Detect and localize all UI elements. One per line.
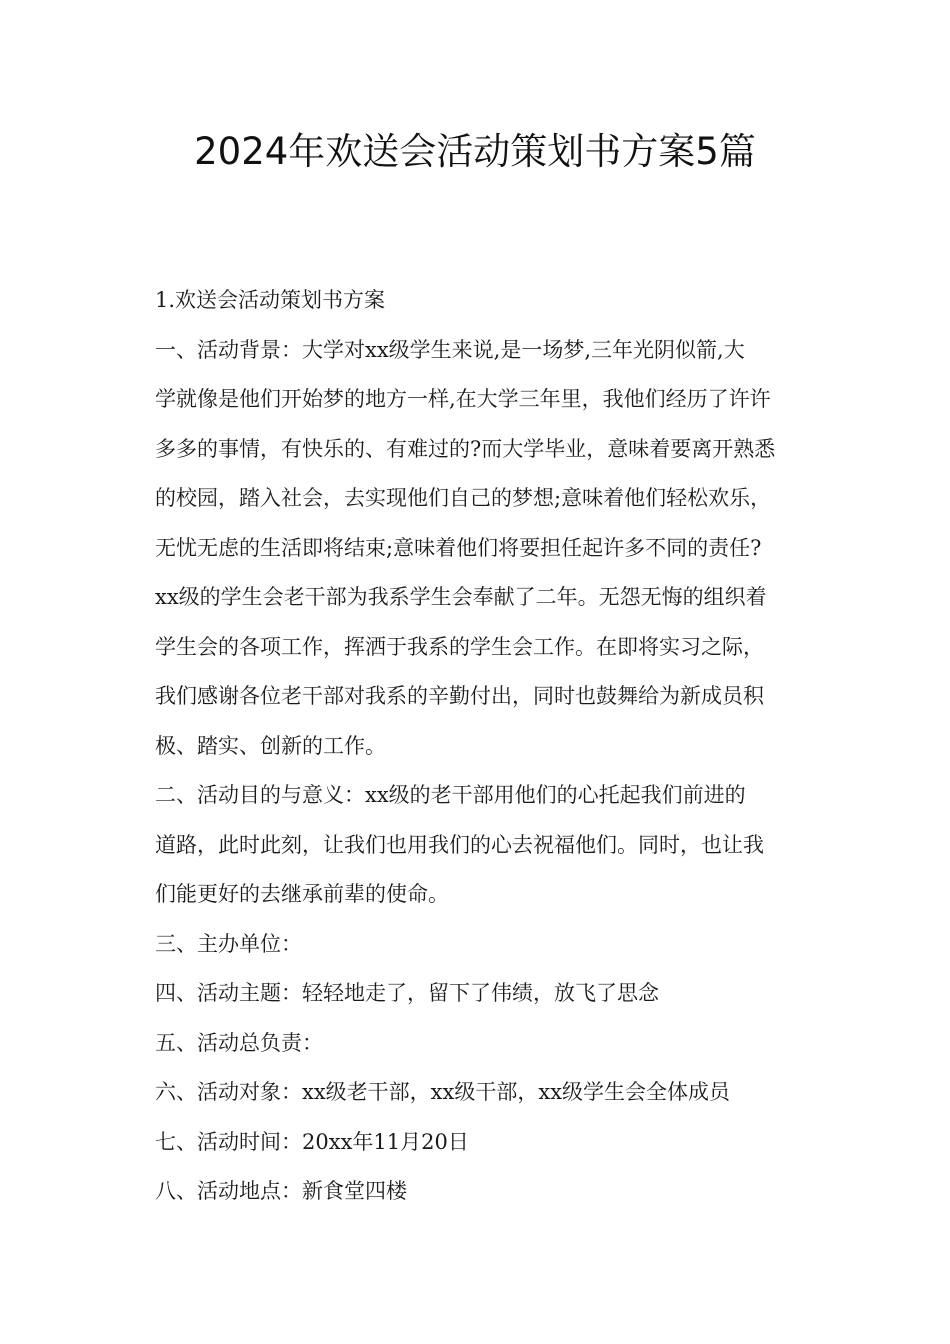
text-line: 二、活动目的与意义：xx级的老干部用他们的心托起我们前进的 <box>155 783 746 807</box>
text-line: 的校园，踏入社会，去实现他们自己的梦想;意味着他们轻松欢乐， <box>155 486 772 510</box>
text-line: 五、活动总负责： <box>155 1030 323 1055</box>
text-line: 学生会的各项工作，挥洒于我系的学生会工作。在即将实习之际， <box>155 634 764 659</box>
paragraph-purpose <box>145 771 817 920</box>
document-body <box>145 276 817 1217</box>
text-line: 道路，此时此刻，让我们也用我们的心去祝福他们。同时，也让我 <box>155 832 764 857</box>
text-line: 无忧无虑的生活即将结束;意味着他们将要担任起许多不同的责任? <box>155 535 762 560</box>
paragraph-audience <box>145 1068 817 1118</box>
text-line: xx级的学生会老干部为我系学生会奉献了二年。无怨无悔的组织着 <box>155 585 767 609</box>
text-line: 1.欢送会活动策划书方案 <box>155 288 386 312</box>
paragraph-background <box>145 326 817 772</box>
text-line: 六、活动对象：xx级老干部，xx级干部，xx级学生会全体成员 <box>155 1080 731 1104</box>
paragraph-lead <box>145 1019 817 1069</box>
paragraph-time <box>145 1118 817 1168</box>
text-line: 四、活动主题：轻轻地走了，留下了伟绩，放飞了思念 <box>155 981 659 1005</box>
text-line: 极、踏实、创新的工作。 <box>155 733 386 758</box>
paragraph-location <box>145 1167 817 1217</box>
paragraph-organizer <box>145 920 817 970</box>
text-line: 我们感谢各位老干部对我系的辛勤付出，同时也鼓舞给为新成员积 <box>155 684 764 708</box>
section-heading <box>145 276 817 326</box>
document-title: 2024年欢送会活动策划书方案5篇 <box>194 130 756 173</box>
text-line: 三、主办单位： <box>155 931 302 956</box>
paragraph-theme <box>145 969 817 1019</box>
text-line: 一、活动背景：大学对xx级学生来说,是一场梦,三年光阴似箭,大 <box>155 337 745 362</box>
text-line: 八、活动地点：新食堂四楼 <box>155 1179 407 1203</box>
text-line: 学就像是他们开始梦的地方一样,在大学三年里，我他们经历了许许 <box>155 387 771 411</box>
text-line: 多多的事情，有快乐的、有难过的?而大学毕业，意味着要离开熟悉 <box>155 436 776 461</box>
text-line: 七、活动时间：20xx年11月20日 <box>155 1129 469 1154</box>
text-line: 们能更好的去继承前辈的使命。 <box>155 882 449 906</box>
